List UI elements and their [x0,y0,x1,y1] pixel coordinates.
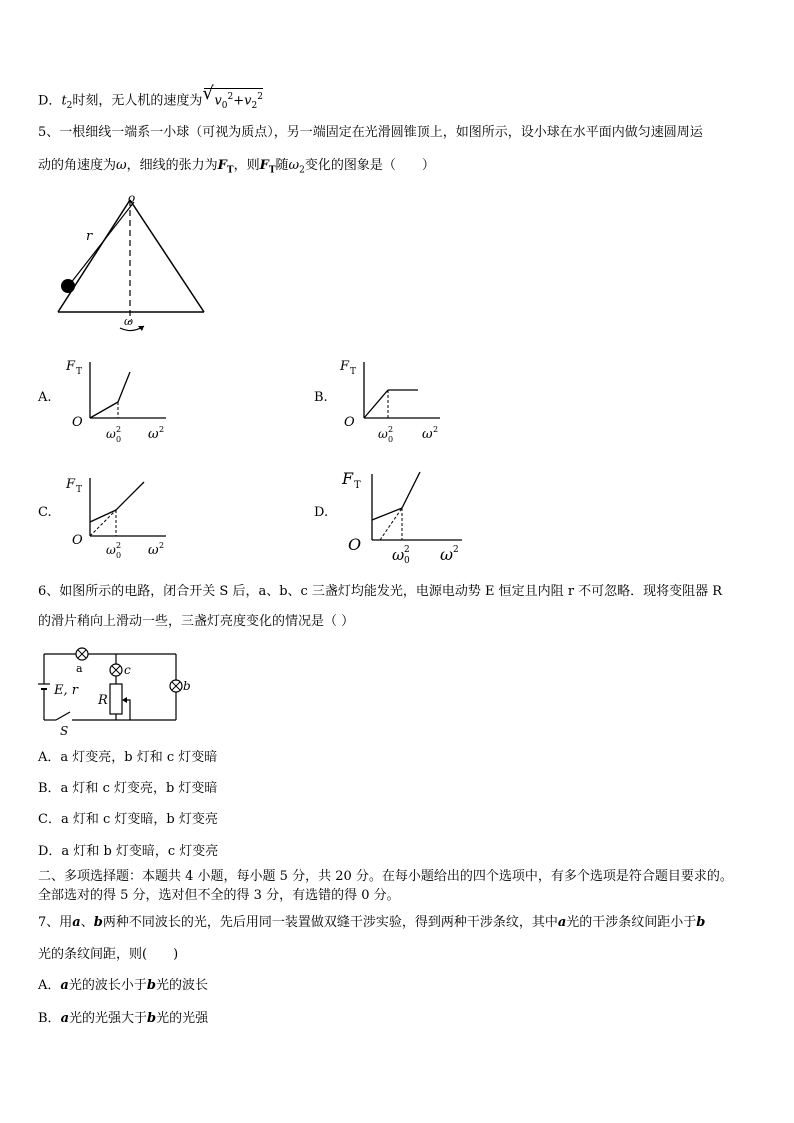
q5-option-c-label: C. [38,505,52,520]
label-r: r [86,229,93,244]
q4-option-d [38,83,263,115]
q6-option-a: A．a 灯变亮，b 灯和 c 灯变暗 [38,750,218,765]
q7-option-b [38,1010,208,1028]
q5-text-b: ，细线的张力为 [126,158,218,173]
label-o: o [128,192,136,205]
graph-d-omega2: ω [440,545,454,564]
sqrt-expression [202,83,263,114]
graph-b-origin: O [344,415,355,430]
graph-d-ft-sub: T [354,480,361,491]
var-b-2: b [696,915,706,930]
ft-subscript-2: T [268,165,276,176]
graph-a-origin: O [72,415,83,430]
q6-option-d: D．a 灯和 b 灯变暗，c 灯变亮 [38,844,219,859]
option-text: 时刻，无人机的速度为 [72,93,203,109]
graph-b-curve-1 [364,390,388,418]
q7-opt-a-var-b: b [146,978,156,993]
graph-c-ft-label: F [66,477,76,492]
label-b: b [183,679,191,693]
t-variable: t [61,93,67,109]
graph-b-omega2: ω [422,427,433,442]
q7-line-1 [38,914,705,932]
section2-line-1: 二、多项选择题：本题共 4 小题，每小题 5 分，共 20 分。在每小题给出的四个选项中，有多个选项是符合题目要求的。 [38,869,733,884]
rheostat-r [110,684,122,714]
q7-opt-a-end: 光的波长 [155,978,208,993]
q5-line-1: 5、一根细线一端系一小球（可视为质点），另一端固定在光滑圆锥顶上，如图所示，设小球在水平面内做匀速圆周运 [38,125,703,140]
cone-left-side [58,200,130,312]
var-b: b [93,915,103,930]
graph-d-omega2-sup: 2 [453,545,459,555]
switch-s [56,712,70,720]
graph-b-ft-label: F [340,359,350,374]
q5-line-2 [38,157,435,180]
v2-sq: 2 [257,92,263,102]
graph-c-omega0-sub: 0 [116,551,122,560]
graph-b-ft-sub: T [350,367,357,377]
q5-option-a-label: A. [38,390,52,405]
cone-figure [50,192,220,342]
graph-d-origin: O [348,535,362,554]
q6-option-c: C．a 灯和 c 灯变暗，b 灯变亮 [38,812,218,827]
v0-sub: 0 [221,100,228,111]
var-a-2: a [557,915,567,930]
graph-c-omega0: ω [106,543,116,557]
q7-option-a [38,977,208,995]
q7-opt-b-end: 光的光强 [156,1011,209,1026]
graph-c [64,468,174,560]
graph-c-dashed-diag [90,510,116,536]
graph-b [338,352,448,444]
graph-a-omega0: ω [106,427,116,441]
section2-line-2: 全部选对的得 5 分，选对但不全的得 3 分，有选错的得 0 分。 [38,888,400,903]
q7-opt-b-prefix: B． [38,1011,61,1026]
q7-opt-b-mid: 光的光强大于 [69,1011,148,1026]
q5-text-d: 随 [275,158,289,173]
q7-text-b: 、 [80,915,94,930]
q7-opt-b-var-b: b [147,1011,157,1026]
cone-right-side [130,200,204,312]
graph-b-omega0-sup: 2 [388,425,394,434]
graph-d-ft-label: F [342,469,354,488]
circuit-diagram [36,644,196,738]
graph-d [338,462,468,564]
q5-text-a: 动的角速度为 [38,158,117,173]
graph-a [64,352,174,444]
q6-line-1: 6、如图所示的电路，闭合开关 S 后，a、b、c 三盏灯均能发光，电源电动势 E 恒定且内阻 r 不可忽略．现将变阻器 R [38,584,723,599]
graph-d-omega0-sub: 0 [404,556,410,564]
graph-d-omega0-sup: 2 [404,545,410,555]
graph-a-curve-2 [118,372,130,402]
graph-c-curve-1 [90,510,116,522]
graph-a-curve-1 [90,402,118,418]
graph-d-omega0: ω [392,546,405,564]
v0-var: v [214,93,222,109]
q6-line-2: 的滑片稍向上滑动一些，三盏灯亮度变化的情况是（ ） [38,614,355,629]
q7-opt-b-var-a: a [60,1011,69,1026]
v0-sq: 2 [227,92,234,102]
label-er: E, r [54,683,78,698]
graph-c-ft-sub: T [76,485,83,495]
graph-c-curve-2 [116,482,144,510]
graph-b-omega0-sub: 0 [388,435,394,444]
label-c: c [124,663,131,677]
graph-c-origin: O [72,533,83,548]
omega2-sub: 2 [299,165,305,176]
graph-b-omega2-sup: 2 [433,425,439,434]
q7-line-2 [38,946,178,964]
graph-a-omega0-sub: 0 [116,435,122,444]
graph-c-omega2: ω [148,543,159,558]
v2-sub: 2 [251,100,258,111]
label-a: a [76,662,83,675]
graph-c-omega0-sup: 2 [116,541,122,550]
q5-text-e: 变化的图象是（ ） [304,158,435,173]
label-omega: ω [124,315,133,328]
q7-opt-a-prefix: A． [38,978,61,993]
graph-a-omega2-sup: 2 [159,425,165,434]
var-a: a [72,915,81,930]
graph-b-omega0: ω [378,427,388,441]
graph-d-curve-2 [402,472,420,508]
graph-a-omega0-sup: 2 [116,425,122,434]
label-r: R [98,693,108,708]
graph-a-ft-sub: T [76,367,83,377]
q5-option-d-label: D. [314,505,329,520]
omega-symbol: ω [116,158,127,173]
graph-a-ft-label: F [66,359,76,374]
q7-opt-a-var-a: a [60,978,69,993]
q7-text-a: 7、用 [38,915,73,930]
ft-subscript: T [226,165,234,176]
q5-option-b-label: B. [314,390,328,405]
graph-c-omega2-sup: 2 [159,541,165,550]
graph-a-omega2: ω [148,427,159,442]
radical-sign: √ [202,83,214,104]
ft-symbol: F [217,158,227,173]
slider-arrow [122,697,127,703]
string-line [70,202,134,284]
q7-text-d: 光的干涉条纹间距小于 [566,915,697,930]
label-s: S [60,724,69,738]
option-prefix: D． [38,93,62,109]
q6-option-b: B．a 灯和 c 灯变亮，b 灯变暗 [38,781,218,796]
q7-text-c: 两种不同波长的光，先后用同一装置做双缝干涉实验，得到两种干涉条纹，其中 [102,915,558,930]
plus-sign: + [233,93,245,109]
t-subscript: 2 [66,100,73,111]
v2-var: v [244,93,252,109]
q5-text-c: ，则 [233,158,260,173]
ball [61,279,75,293]
omega2-symbol: ω [288,158,300,173]
q7-opt-a-mid: 光的波长小于 [68,978,147,993]
ft-symbol-2: F [259,158,269,173]
q7-text-l2: 光的条纹间距，则( ) [38,947,179,962]
